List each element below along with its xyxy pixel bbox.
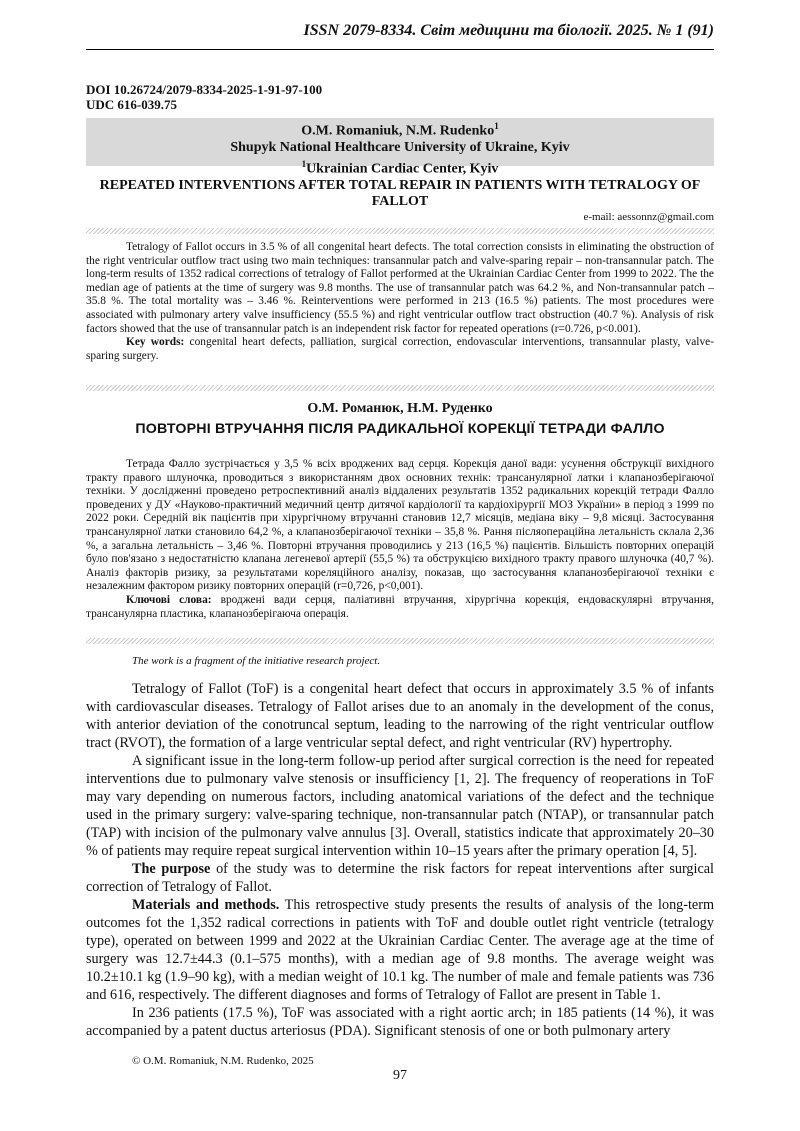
body-paragraph-methods: Materials and methods. This retrospective study presents the results of analysis of the long-term outcomes fot the 1,352 radical corrections in patients with ToF and double outlet right ventricle (tetralogy type), operated on between 1999 and 2022 at the Ukrainian Cardiac Center. The average age at the time of surgery was 12.7±44.3 (0.1–575 months), with a median age of 9.8 months. The average weight was 10.2±10.1 kg (1.9–90 kg), with a median weight of 10.1 kg. The number of male and female patients was 736 and 616, respectively. The different diagnoses and forms of Tetralogy of Fallot are present in Table 1. — [86, 897, 714, 1003]
abstract-divider-bottom — [86, 638, 714, 644]
abstract-ua — [86, 458, 714, 621]
authors-en: O.M. Romaniuk, N.M. Rudenko$^1$ — [301, 121, 499, 139]
body-paragraph: Tetralogy of Fallot (ToF) is a congenital heart defect that occurs in approximately 3.5 % of infants with cardiovascular diseases. Tetralogy of Fallot arises due to an anomaly in the development of the conus, with anterior deviation of the conotruncal septum, leading to the narrowing of the right ventricular outflow tract (RVOT), the formation of a large ventricular septal defect, and right ventricular (RV) hypertrophy. — [86, 681, 714, 751]
abstract-divider-top — [86, 228, 714, 234]
keywords-ua: Ключові слова: вроджені вади серця, паліативні втручання, хірургічна корекція, ендоваскулярні втручання, трансанулярна пластика, клапанозберігаюча операція. — [86, 593, 715, 620]
abstract-ua-text: Тетрада Фалло зустрічається у 3,5 % всіх вроджених вад серця. Корекція даної вади: усунення обструкції вихідного тракту правого шлуночка, проводиться з використанням двох основних технік: трансанулярної латки і клапанозберігаючої техніки. У дослідженні проведено ретроспективний аналіз віддалених результатів 1352 радикальних корекцій тетради Фалло проведених у ДУ «Науково-практичний медичний центр дитячої кардіології та кардіохірургії МОЗ України» в період з 1999 по 2022 роки. Середній вік пацієнтів при хірургічному втручанні становив 12,7 місяців, медіана віку – 9,8 місяці. Застосування трансанулярної латки становило 64,2 %, а клапанозберігаючої техніки – 35,8 %. Рання післяопераційна летальність склала 2,36 %, а загальна летальність – 3,46 %. Повторні втручання проводились у 213 (16,5 %) пацієнтів. Більшість повторних операцій було пов'язано з недостатністю клапана легеневої артерії (55,5 %) та обструкцією вихідного тракту правого шлуночка (40,7 %). Аналіз факторів ризику, за результатами кореляційного аналізу, показав, що застосування клапанозберігаючої техніки є незалежним фактором ризику повторних операцій (r=0,726, p<0,001). — [86, 458, 714, 593]
authors-ua: О.М. Романюк, Н.М. Руденко — [307, 401, 493, 416]
author-email: e-mail: aessonnz@gmail.com — [583, 211, 714, 223]
body-paragraph: A significant issue in the long-term follow-up period after surgical correction is the need for repeated interventions due to pulmonary valve stenosis or insufficiency [1, 2]. The frequency of reoperations in ToF may vary depending on numerous factors, including anatomical variations of the defect and the technique used in the primary surgery: valve-sparing technique, non-transannular patch (NTAP), or transannular patch (TAP) with incision of the pulmonary valve annulus [3]. Overall, statistics indicate that approximately 20–30 % of patients may require repeat surgical intervention within 10–15 years after the primary operation [4, 5]. — [86, 753, 714, 859]
author-affiliation-box — [86, 118, 714, 177]
article-identifiers — [86, 82, 322, 112]
article-body — [86, 680, 714, 1040]
abstract-divider-middle — [86, 385, 714, 391]
article-title-ua: ПОВТОРНІ ВТРУЧАННЯ ПІСЛЯ РАДИКАЛЬНОЇ КОРЕКЦІЇ ТЕТРАДИ ФАЛЛО — [135, 421, 665, 437]
header-rule — [86, 49, 714, 50]
abstract-en — [86, 241, 714, 363]
body-paragraph-purpose: The purpose of the study was to determine the risk factors for repeat interventions after surgical correction of Tetralogy of Fallot. — [86, 861, 715, 895]
copyright-notice: © O.M. Romaniuk, N.M. Rudenko, 2025 — [132, 1055, 314, 1067]
affiliation-1: Shupyk National Healthcare University of Ukraine, Kyiv — [230, 139, 570, 155]
affiliation-2: $^1$Ukrainian Cardiac Center, Kyiv — [301, 158, 499, 177]
udc: UDC 616-039.75 — [86, 97, 177, 112]
keywords-en: Key words: congenital heart defects, palliation, surgical correction, endovascular interventions, transannular plasty, valve-sparing surgery. — [86, 336, 714, 362]
doi: DOI 10.26724/2079-8334-2025-1-91-97-100 — [86, 82, 323, 97]
abstract-en-text: Tetralogy of Fallot occurs in 3.5 % of all congenital heart defects. The total correction consists in eliminating the obstruction of the right ventricular outflow tract using two main techniques: transannular patch and valve-sparing repair – non-transannular patch. The long-term results of 1352 radical corrections of tetralogy of Fallot performed at the Ukrainian Cardiac Center from 1999 to 2022. The the median age of patients at the time of surgery was 9.8 months. The use of transannular patch was 64.2 %, and Non-transannular patch – 35.8 %. The total mortality was – 3.46 %. Reinterventions were performed in 213 (16.5 %) patients. The most procedures were associated with pulmonary artery valve insufficiency (55.5 %) and right ventricular outflow tract obstruction (40.7 %). Analysis of risk factors showed that the use of transannular patch is an independent risk factor for repeated operations (r=0.726, p<0.001). — [86, 241, 714, 335]
journal-header: ISSN 2079-8334. Світ медицини та біології. 2025. № 1 (91) — [303, 22, 714, 39]
fragment-note: The work is a fragment of the initiative research project. — [132, 655, 381, 667]
article-title-en: REPEATED INTERVENTIONS AFTER TOTAL REPAIR IN PATIENTS WITH TETRALOGY OF FALLOT — [99, 178, 701, 209]
page-number: 97 — [393, 1068, 407, 1083]
body-paragraph: In 236 patients (17.5 %), ToF was associated with a right aortic arch; in 185 patients (14 %), it was accompanied by a patent ductus arteriosus (PDA). Significant stenosis of one or both pulmonary artery — [86, 1005, 714, 1039]
